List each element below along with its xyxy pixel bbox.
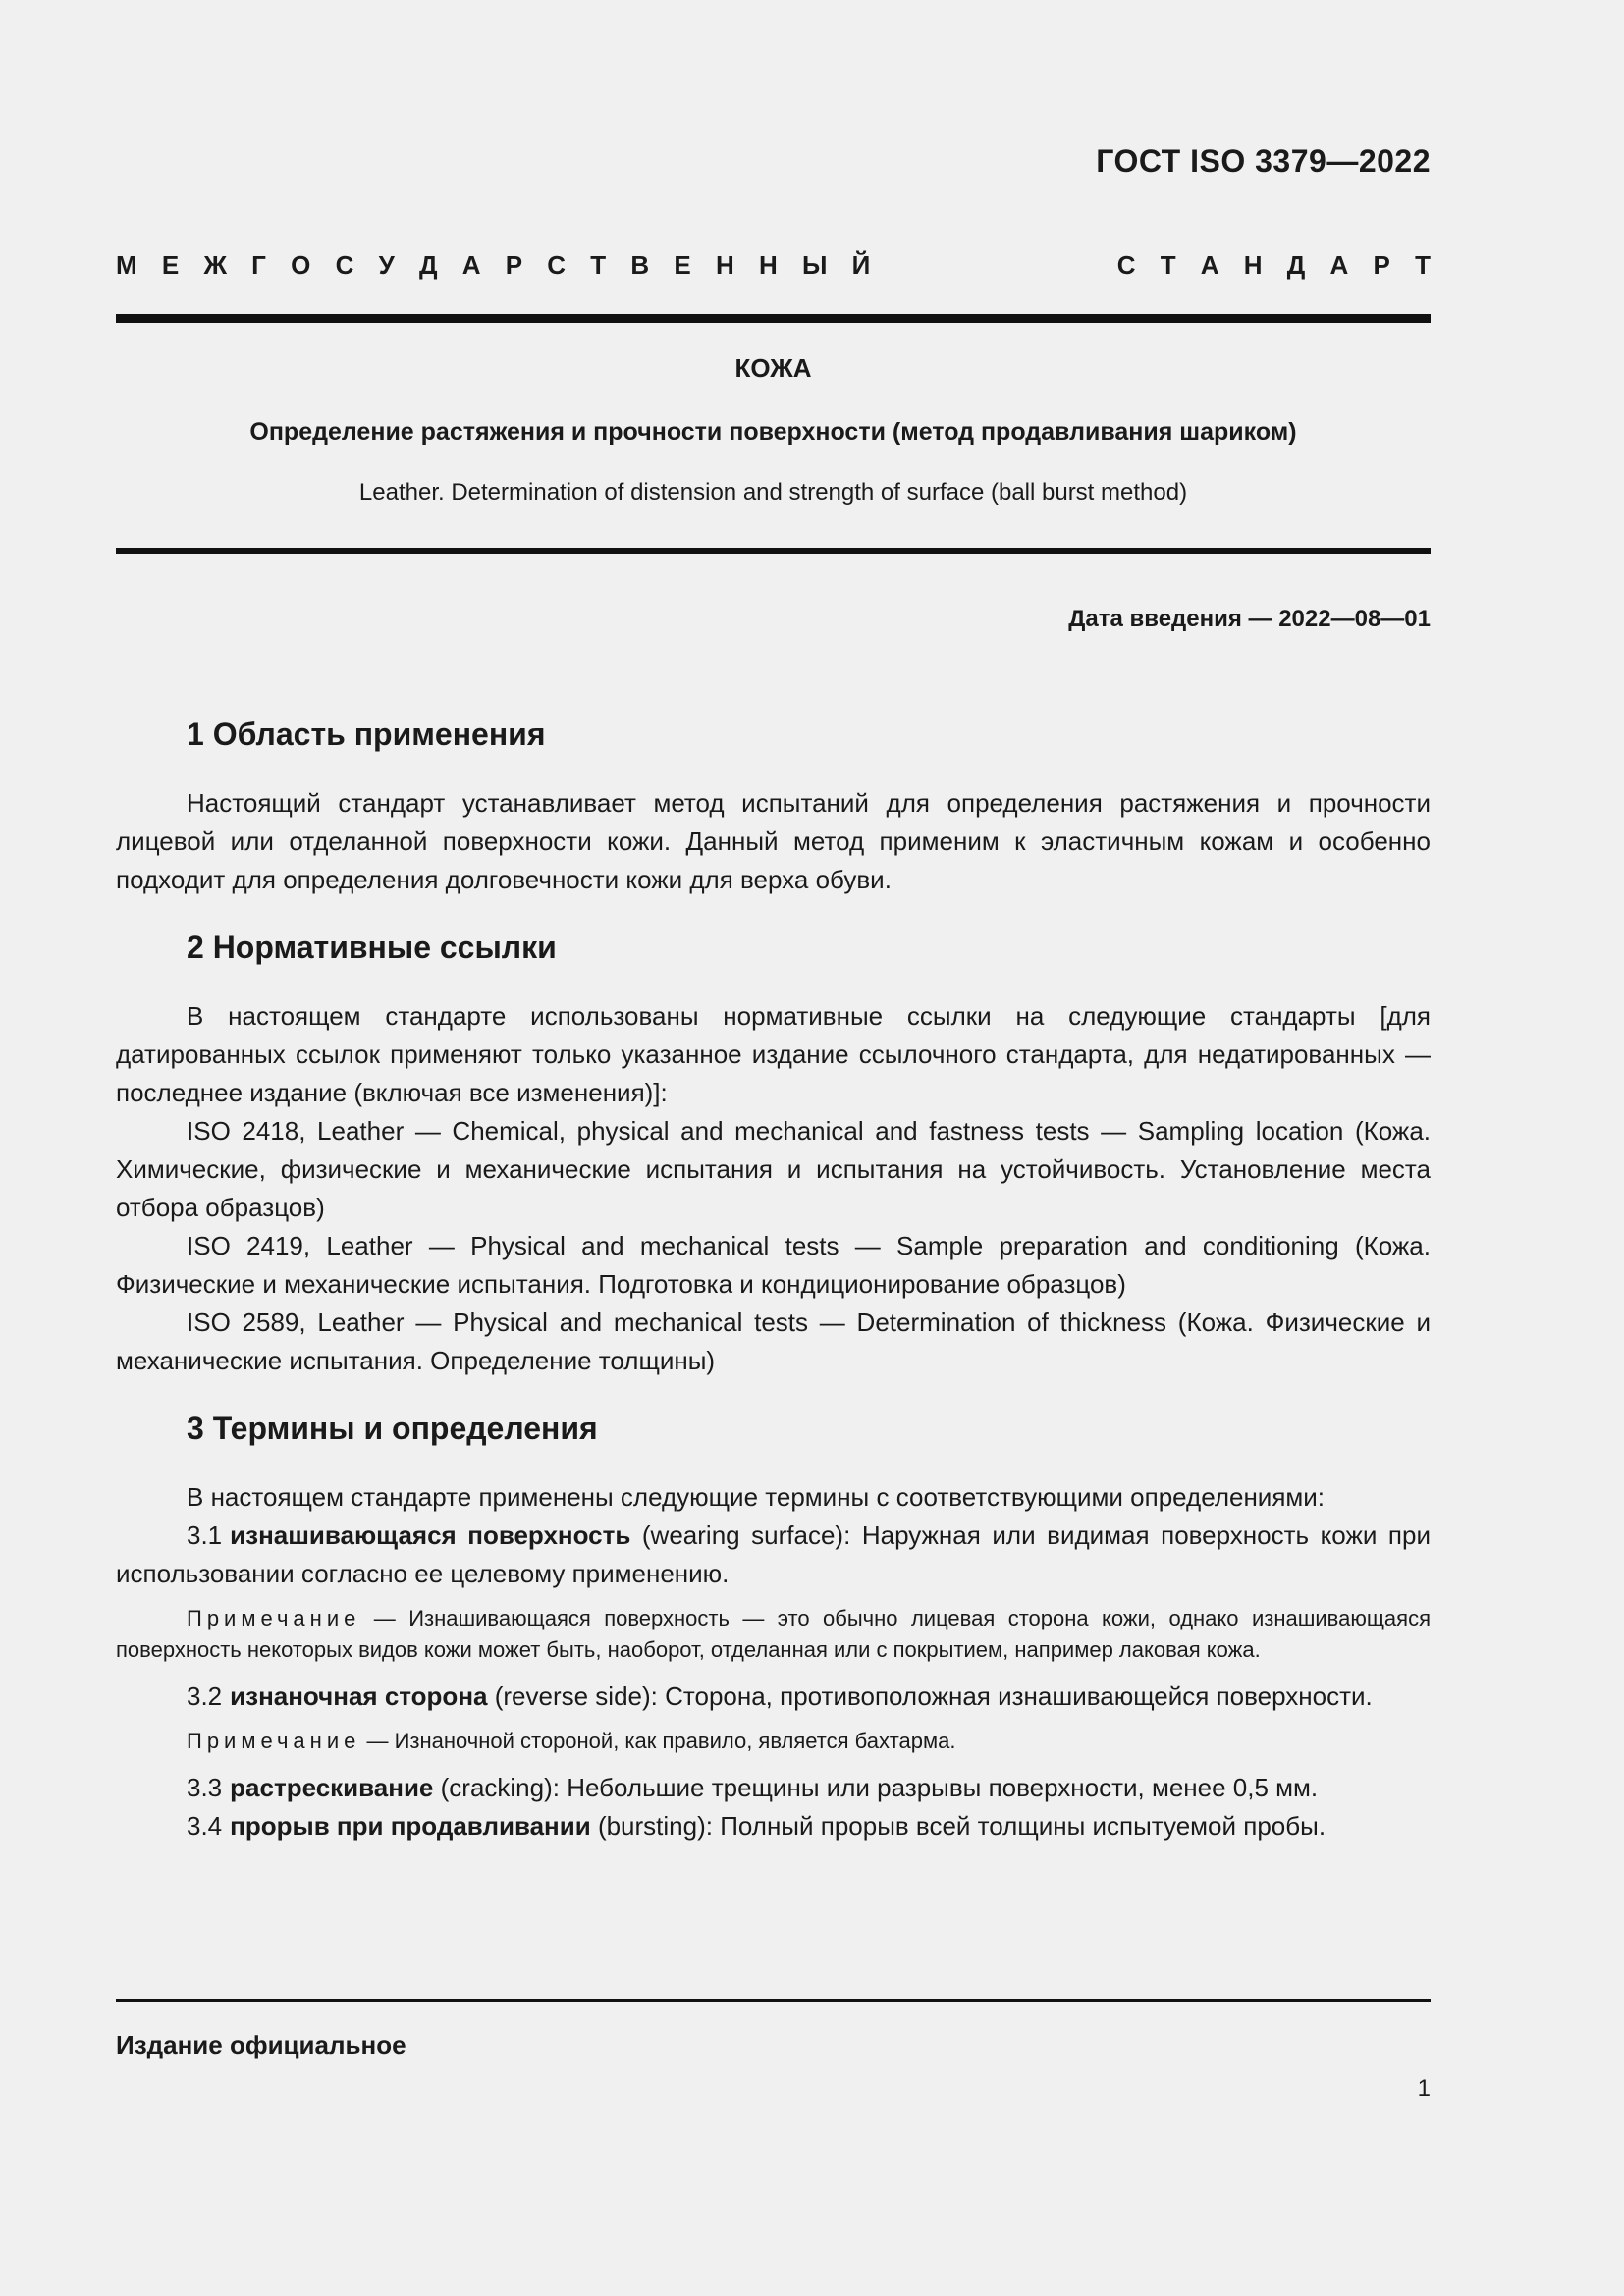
document-subtitle: Определение растяжения и прочности поверхности (метод продавливания шариком): [249, 418, 1297, 446]
term-name: изнаночная сторона: [230, 1682, 488, 1711]
note-text: — Изнашивающаяся поверхность — это обычно лицевая сторона кожи, однако изнашивающаяся поверхность некоторых видов кожи может быть, наоборот, отделанная или с покрытием, например лаковая кожа.: [116, 1606, 1431, 1662]
note-reverse-side: [116, 1726, 1431, 1757]
introduction-date: Дата введения — 2022—08—01: [1068, 606, 1431, 632]
term-number: 3.4: [187, 1811, 223, 1841]
note-wearing-surface: [116, 1603, 1431, 1666]
term-name: растрескивание: [230, 1773, 434, 1802]
reference-iso-2589: ISO 2589, Leather — Physical and mechanical tests — Determination of thickness (Кожа. Физические и механические испытания. Определение толщины): [116, 1308, 1431, 1375]
document-body: [116, 712, 1431, 1845]
term-number: 3.1: [187, 1521, 223, 1550]
standard-word: С Т А Н Д А Р Т: [1116, 250, 1431, 280]
term-definition: (cracking): Небольшие трещины или разрывы поверхности, менее 0,5 мм.: [433, 1773, 1319, 1802]
page-number: 1: [1417, 2075, 1431, 2102]
section-3-paragraph: В настоящем стандарте применены следующие термины с соответствующими определениями:: [187, 1482, 1326, 1512]
term-3-4: [116, 1807, 1431, 1845]
note-label: Примечание: [187, 1729, 361, 1753]
section-1-heading: 1 Область применения: [187, 717, 546, 752]
term-number: 3.2: [187, 1682, 223, 1711]
footer-divider: [116, 1999, 1431, 2002]
term-3-1: [116, 1517, 1431, 1593]
official-edition-label: Издание официальное: [116, 2030, 406, 2059]
reference-iso-2418: ISO 2418, Leather — Chemical, physical and mechanical and fastness tests — Sampling location (Кожа. Химические, физические и механические испытания и испытания на устойчивость. Установление места отбора образцов): [116, 1116, 1431, 1222]
interstate-standard-banner: [116, 250, 1431, 281]
term-definition: (bursting): Полный прорыв всей толщины испытуемой пробы.: [590, 1811, 1326, 1841]
title-divider: [116, 548, 1431, 554]
note-label: Примечание: [187, 1606, 361, 1630]
term-3-2: [116, 1678, 1431, 1716]
section-2-heading: 2 Нормативные ссылки: [187, 930, 557, 965]
term-name: прорыв при продавливании: [230, 1811, 591, 1841]
document-title: КОЖА: [734, 353, 812, 383]
term-definition: (reverse side): Сторона, противоположная изнашивающейся поверхности.: [487, 1682, 1373, 1711]
section-2-paragraph: В настоящем стандарте использованы нормативные ссылки на следующие стандарты [для датированных ссылок применяют только указанное издание ссылочного стандарта, для недатированных — последнее издание (включая все изменения)]:: [116, 1001, 1431, 1107]
term-definition: (wearing surface): Наружная или видимая поверхность кожи при использовании согласно ее целевому применению.: [116, 1521, 1431, 1588]
interstate-word: М Е Ж Г О С У Д А Р С Т В Е Н Н Ы Й: [116, 250, 871, 280]
term-name: изнашивающаяся поверхность: [230, 1521, 631, 1550]
document-number: ГОСТ ISO 3379—2022: [1096, 143, 1431, 179]
section-1-paragraph: Настоящий стандарт устанавливает метод испытаний для определения растяжения и прочности лицевой или отделанной поверхности кожи. Данный метод применим к эластичным кожам и особенно подходит для определения долговечности кожи для верха обуви.: [116, 788, 1431, 894]
top-divider: [116, 314, 1431, 323]
term-3-3: [116, 1769, 1431, 1807]
document-title-english: Leather. Determination of distension and strength of surface (ball burst method): [358, 479, 1188, 506]
reference-iso-2419: ISO 2419, Leather — Physical and mechanical tests — Sample preparation and conditioning (Кожа. Физические и механические испытания. Подготовка и кондиционирование образцов): [116, 1231, 1431, 1299]
term-number: 3.3: [187, 1773, 223, 1802]
note-text: — Изнаночной стороной, как правило, является бахтарма.: [360, 1729, 956, 1753]
section-3-heading: 3 Термины и определения: [187, 1411, 598, 1446]
